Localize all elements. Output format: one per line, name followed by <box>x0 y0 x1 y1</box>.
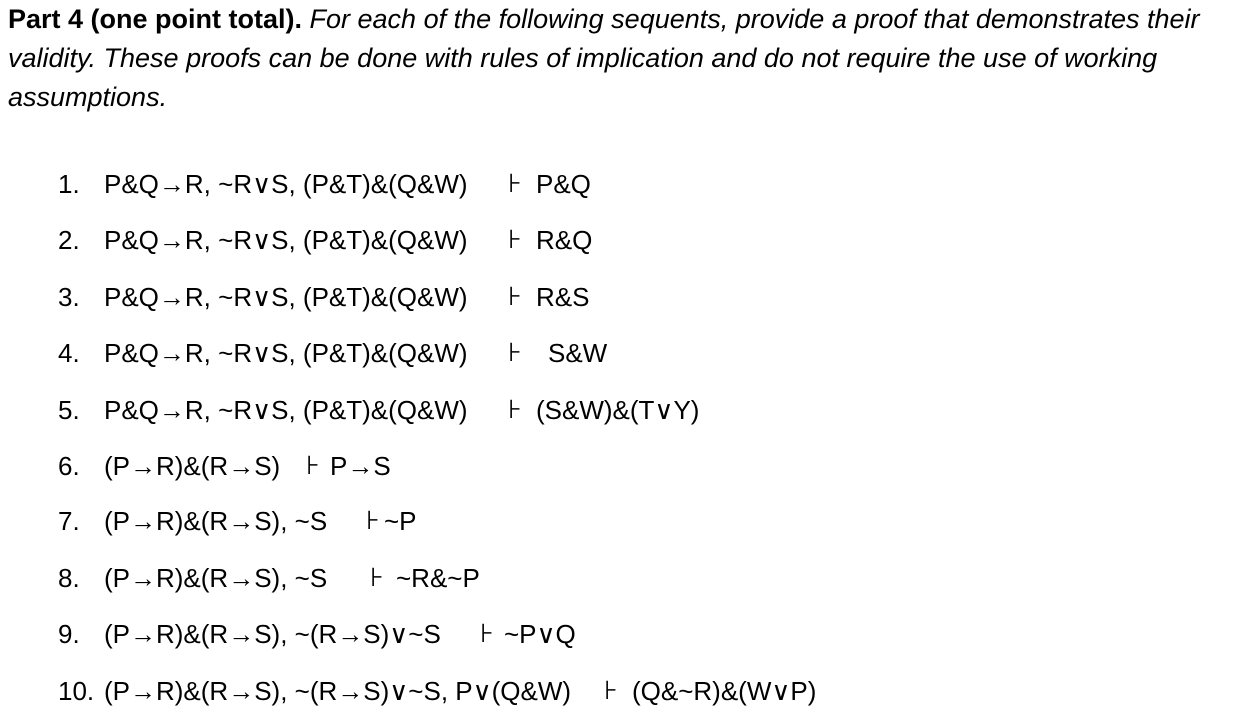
turnstile-symbol: ⊦ <box>366 506 380 536</box>
item-number: 9. <box>58 619 80 649</box>
item-number: 1. <box>58 169 80 199</box>
item-number: 2. <box>58 225 80 255</box>
part-heading: Part 4 (one point total). <box>8 4 302 34</box>
sequent-premises: P&Q→R, ~R∨S, (P&T)&(Q&W) <box>104 395 468 425</box>
sequent-conclusion: (S&W)&(T∨Y) <box>536 395 700 425</box>
sequent-premises: P&Q→R, ~R∨S, (P&T)&(Q&W) <box>104 282 468 312</box>
turnstile-symbol: ⊦ <box>508 395 522 425</box>
item-number: 7. <box>58 506 80 536</box>
sequent-item <box>0 333 1255 373</box>
sequent-conclusion: S&W <box>548 338 608 368</box>
sequent-item <box>0 220 1255 260</box>
sequent-premises: (P→R)&(R→S), ~S <box>104 563 328 593</box>
turnstile-symbol: ⊦ <box>306 451 320 481</box>
sequent-item <box>0 446 1255 486</box>
sequent-conclusion: (Q&~R)&(W∨P) <box>632 676 817 706</box>
sequent-conclusion: P→S <box>330 451 391 481</box>
instructions-paragraph <box>8 0 1253 117</box>
sequent-item <box>0 390 1255 430</box>
item-number: 5. <box>58 395 80 425</box>
sequent-conclusion: ~R&~P <box>396 563 480 593</box>
sequent-item <box>0 671 1255 711</box>
sequent-conclusion: P&Q <box>536 169 591 199</box>
item-number: 6. <box>58 451 80 481</box>
item-number: 8. <box>58 563 80 593</box>
item-number: 4. <box>58 338 80 368</box>
sequent-item <box>0 558 1255 598</box>
sequent-conclusion: R&S <box>536 282 590 312</box>
sequent-premises: (P→R)&(R→S) <box>104 451 281 481</box>
item-number: 3. <box>58 282 80 312</box>
sequent-premises: P&Q→R, ~R∨S, (P&T)&(Q&W) <box>104 169 468 199</box>
sequent-premises: (P→R)&(R→S), ~(R→S)∨~S, P∨(Q&W) <box>104 676 572 706</box>
turnstile-symbol: ⊦ <box>508 169 522 199</box>
sequent-conclusion: ~P <box>384 506 417 536</box>
turnstile-symbol: ⊦ <box>508 282 522 312</box>
sequent-premises: P&Q→R, ~R∨S, (P&T)&(Q&W) <box>104 225 468 255</box>
sequent-item <box>0 277 1255 317</box>
item-number: 10. <box>58 676 95 706</box>
turnstile-symbol: ⊦ <box>370 563 384 593</box>
turnstile-symbol: ⊦ <box>604 676 618 706</box>
sequent-item <box>0 501 1255 541</box>
sequent-premises: (P→R)&(R→S), ~S <box>104 506 328 536</box>
turnstile-symbol: ⊦ <box>480 619 494 649</box>
sequent-premises: P&Q→R, ~R∨S, (P&T)&(Q&W) <box>104 338 468 368</box>
turnstile-symbol: ⊦ <box>508 338 522 368</box>
sequent-item <box>0 614 1255 654</box>
sequent-conclusion: ~P∨Q <box>504 619 576 649</box>
sequent-conclusion: R&Q <box>536 225 593 255</box>
sequent-premises: (P→R)&(R→S), ~(R→S)∨~S <box>104 619 441 649</box>
instructions-text: For each of the following sequents, provide a proof that demonstrates their validity. These proofs can be done with rules of implication and do not require the use of working assumptions. <box>8 4 1200 112</box>
turnstile-symbol: ⊦ <box>508 225 522 255</box>
sequent-item <box>0 164 1255 204</box>
